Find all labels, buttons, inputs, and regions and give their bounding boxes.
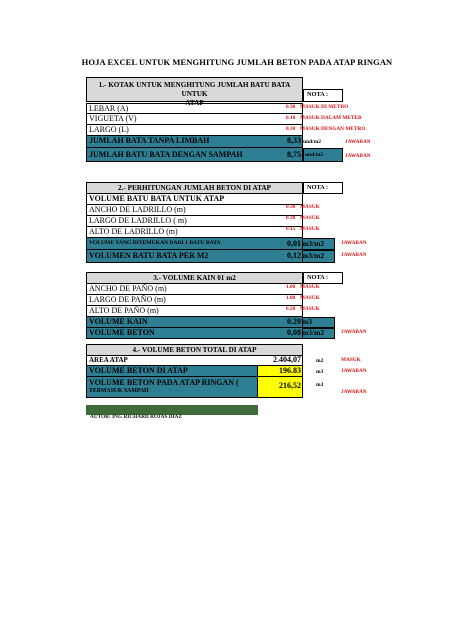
s1-result2-note: JAWABAN <box>345 153 371 159</box>
s1-result2-value: 8,75 <box>287 150 301 159</box>
section1-header-line2: ATAP <box>185 99 204 107</box>
s4-row-volume-beton <box>86 366 257 377</box>
s2-row-volume-bata <box>86 194 303 205</box>
section1-nota: NOTA : <box>303 89 343 102</box>
section2-nota: NOTA : <box>303 182 343 194</box>
s1-largo-note: MASUK DENGAN METRO <box>300 126 366 132</box>
s1-largo-value[interactable]: 0.30 <box>286 126 296 132</box>
s1-row-largo <box>86 125 303 136</box>
s1-vigueta-value[interactable]: 0.10 <box>286 115 296 121</box>
s2-row-label: ALTO DE LADRILLO (m) <box>89 227 178 236</box>
s4-row-volume-ringan <box>86 377 257 398</box>
s2-row-alto <box>86 227 303 238</box>
s2-result2-value: 0,12 <box>287 251 301 260</box>
s3-row-label: ALTO DE PAÑO (m) <box>89 306 159 315</box>
s4-volume-ringan-value: 216,52 <box>279 381 301 390</box>
s1-row-vigueta <box>86 114 303 125</box>
s1-result1-unit: und/m2 <box>303 139 322 145</box>
s2-row-label: ANCHO DE LADRILLO (m) <box>89 205 186 214</box>
s3-result2-unit: m3/m2 <box>302 328 325 337</box>
section4-header: 4.- VOLUME BETON TOTAL DI ATAP <box>86 344 303 356</box>
s3-result1-label: VOLUME KAIN <box>89 317 148 326</box>
s1-result1-label: JUMLAH BATA TANPA LIMBAH <box>89 136 210 145</box>
section1-header-line1: 1.- KOTAK UNTUK MENGHITUNG JUMLAH BATU BATA UNTUK <box>98 81 291 98</box>
s1-vigueta-note: MASUK DALAM METER <box>300 115 362 121</box>
s3-row-ancho <box>86 284 303 295</box>
s3-row-largo <box>86 295 303 306</box>
s2-result1-note: JAWABAN <box>341 240 367 246</box>
s2-largo-value[interactable]: 0.30 <box>286 215 296 221</box>
s4-row-label: VOLUME BETON DI ATAP <box>89 366 188 375</box>
s4-volume-beton-note: JAWABAN <box>341 368 367 374</box>
s3-row-label: ANCHO DE PAÑO (m) <box>89 284 167 293</box>
s2-row-largo <box>86 216 303 227</box>
s1-row-label: LEBAR (A) <box>89 104 129 113</box>
s1-result2-label: JUMLAH BATU BATA DENGAN SAMPAH <box>89 150 243 159</box>
s2-row-label: LARGO DE LADRILLO ( m) <box>89 216 187 225</box>
s3-result1-value: 0.20 <box>287 317 301 326</box>
s1-row-label: LARGO (L) <box>89 125 129 134</box>
s4-volume-ringan-unit: m3 <box>316 382 324 388</box>
s2-ancho-value[interactable]: 0.30 <box>286 204 296 210</box>
section3-nota: NOTA : <box>303 272 343 284</box>
s3-ancho-note: MASUK <box>300 284 320 290</box>
s3-result-volume-beton <box>86 328 303 339</box>
s4-area-unit: m2 <box>316 358 324 364</box>
s2-result-volumen-per-m2 <box>86 250 303 263</box>
s1-result1-value: 8,33 <box>287 136 301 145</box>
s3-result2-note: JAWABAN <box>341 329 367 335</box>
s1-row-label: VIGUETA (V) <box>89 114 137 123</box>
s3-ancho-value[interactable]: 1.00 <box>286 284 296 290</box>
s2-result-volume-1-bata <box>86 238 303 250</box>
s1-result2-unit: und/m2 <box>305 152 324 158</box>
s1-lebar-value[interactable]: 0.30 <box>286 104 296 110</box>
s3-row-alto <box>86 306 303 317</box>
s4-area-note: MASUK <box>341 357 361 363</box>
s2-ancho-note: MASUK <box>300 204 320 210</box>
s3-result-volume-kain <box>86 317 303 328</box>
s3-result2-value: 0,08 <box>287 328 301 337</box>
s2-alto-note: MASUK <box>300 226 320 232</box>
s4-volume-beton-value: 196.83 <box>279 366 301 375</box>
s2-alto-value[interactable]: 0.15 <box>286 226 296 232</box>
s2-result2-note: JAWABAN <box>341 252 367 258</box>
s2-result2-unit: m3/m2 <box>302 251 325 260</box>
s2-result1-label: VOLUME YANG DITEMUKAN DARI 1 BATU BATA <box>89 240 221 246</box>
s4-row-label: AREA ATAP <box>89 356 128 364</box>
s3-row-label: LARGO DE PAÑO (m) <box>89 295 166 304</box>
s4-area-value[interactable]: 2.404,07 <box>273 355 301 364</box>
s3-largo-value[interactable]: 1.00 <box>286 295 296 301</box>
s3-alto-note: MASUK <box>300 306 320 312</box>
s4-volume-beton-unit: m3 <box>316 369 324 375</box>
s2-largo-note: MASUK <box>300 215 320 221</box>
s4-row-label-cont: TERMASUK SAMPAH <box>89 388 149 394</box>
s3-largo-note: MASUK <box>300 295 320 301</box>
s3-result2-label: VOLUME BETON <box>89 328 155 337</box>
s2-row-label: VOLUME BATU BATA UNTUK ATAP <box>89 194 225 203</box>
s1-row-lebar <box>86 103 303 114</box>
s2-result2-label: VOLUMEN BATU BATA PER M2 <box>89 251 209 260</box>
section3-header: 3.- VOLUME KAIN 01 m2 <box>86 272 303 284</box>
s1-result1-note: JAWABAN <box>345 139 371 145</box>
s3-alto-value[interactable]: 0.20 <box>286 306 296 312</box>
s2-row-ancho <box>86 205 303 216</box>
s4-row-label: VOLUME BETON PADA ATAP RINGAN ( <box>89 378 239 387</box>
s1-lebar-note: MASUK DI METRO <box>300 104 349 110</box>
s2-result1-value: 0,01 <box>287 239 301 248</box>
s4-volume-ringan-note: JAWABAN <box>341 389 367 395</box>
page-title: HOJA EXCEL UNTUK MENGHITUNG JUMLAH BETON PADA ATAP RINGAN <box>81 57 393 67</box>
s2-result1-unit: m3/m2 <box>302 239 325 248</box>
section2-header: 2.- PERHITUNGAN JUMLAH BETON DI ATAP <box>86 182 303 194</box>
author-bar <box>86 405 258 420</box>
s3-result1-unit: m3 <box>302 317 312 326</box>
author-text: AUTOR: ING RICHARD ROJAS DIAZ <box>90 414 183 420</box>
